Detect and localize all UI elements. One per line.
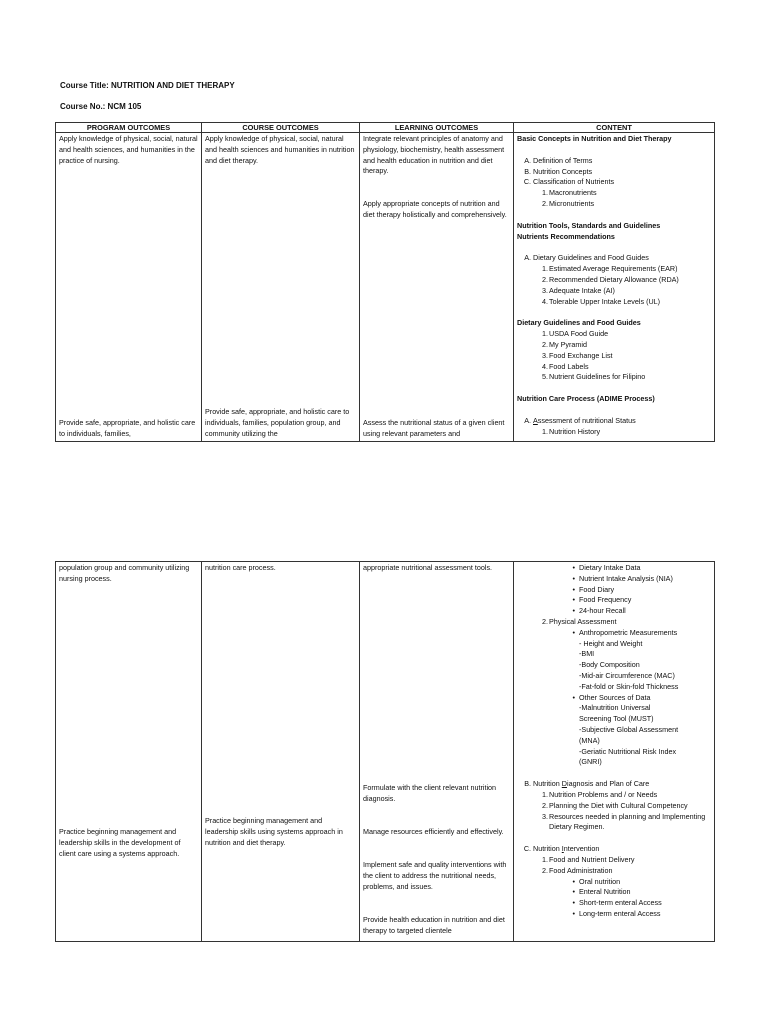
list-item: - Height and Weight — [579, 638, 643, 648]
list-item: 2. Micronutrients — [542, 198, 595, 208]
list-item: • Other Sources of Data — [572, 692, 651, 702]
list-item: 1. Food and Nutrient Delivery — [542, 854, 635, 864]
learning-outcome-3: Assess the nutritional status of a given client using relevant parameters and — [363, 418, 505, 438]
list-item: 4. Food Labels — [542, 361, 589, 371]
course-title: Course Title: NUTRITION AND DIET THERAPY — [60, 81, 235, 90]
list-item: -Malnutrition Universal — [579, 703, 651, 713]
course-outcomes-cell — [202, 562, 360, 942]
course-outcome-1: Apply knowledge of physical, social, natural and health sciences and humanities in nutrition and diet therapy. — [205, 134, 355, 165]
learning-outcome-continued: appropriate nutritional assessment tools. — [363, 563, 493, 572]
table-row — [56, 562, 715, 942]
list-item: • Long-term enteral Access — [572, 908, 661, 918]
list-item: C. Nutrition Intervention — [523, 844, 600, 854]
table-row — [56, 133, 715, 442]
header-course-outcomes: COURSE OUTCOMES — [202, 123, 360, 133]
header-program-outcomes: PROGRAM OUTCOMES — [56, 123, 202, 133]
list-item: 2. Food Administration — [542, 865, 613, 875]
program-outcome-continued: population group and community utilizing nursing process. — [59, 563, 190, 583]
content-heading: Basic Concepts in Nutrition and Diet Therapy — [517, 134, 672, 143]
list-item: 4. Tolerable Upper Intake Levels (UL) — [542, 296, 661, 306]
list-item: • 24-hour Recall — [572, 606, 626, 616]
list-item: B. Nutrition Diagnosis and Plan of Care — [524, 779, 650, 789]
list-item: • Enteral Nutrition — [572, 887, 631, 897]
program-outcomes-cell — [56, 562, 202, 942]
list-item: -BMI — [579, 649, 595, 659]
list-item: 1. Nutrition History — [542, 426, 601, 436]
list-item: • Food Frequency — [572, 595, 632, 605]
list-item: • Dietary Intake Data — [572, 563, 641, 572]
content-heading: Nutrients Recommendations — [517, 231, 615, 241]
list-item: 2. Recommended Dietary Allowance (RDA) — [542, 274, 679, 284]
table-header-row — [56, 123, 715, 133]
learning-outcomes-cell — [360, 133, 514, 442]
list-item: 3. Adequate Intake (AI) — [542, 285, 615, 295]
header-learning-outcomes: LEARNING OUTCOMES — [360, 123, 514, 133]
header-content: CONTENT — [514, 123, 715, 133]
list-item: • Nutrient Intake Analysis (NIA) — [572, 573, 673, 583]
course-outcome-3: Practice beginning management and leadership skills using systems approach in nutrition and diet therapy. — [205, 816, 343, 847]
list-item: -Subjective Global Assessment — [579, 724, 679, 734]
list-item: 1. USDA Food Guide — [542, 329, 609, 339]
list-item: 2. My Pyramid — [542, 339, 587, 349]
list-item: A. Definition of Terms — [524, 155, 593, 165]
list-item: -Fat-fold or Skin-fold Thickness — [579, 681, 679, 691]
list-item: 5. Nutrient Guidelines for Filipino — [542, 372, 646, 382]
content-cell — [514, 133, 715, 442]
list-item: • Oral nutrition — [572, 876, 621, 886]
list-item: • Short-term enteral Access — [572, 898, 662, 908]
learning-outcome-1: Integrate relevant principles of anatomy and physiology, biochemistry, health assessment and health education in nutrition and diet therapy. — [363, 134, 505, 176]
list-item: 1. Estimated Average Requirements (EAR) — [542, 264, 678, 274]
program-outcomes-cell — [56, 133, 202, 442]
list-item: • Anthropometric Measurements — [572, 627, 678, 637]
learning-outcome-4: Formulate with the client relevant nutrition diagnosis. — [363, 783, 497, 803]
program-outcome-3: Practice beginning management and leadership skills in the development of client care using a systems approach. — [59, 827, 181, 858]
learning-outcome-6: Implement safe and quality interventions with the client to address the nutritional needs, problems, and issues. — [363, 860, 507, 891]
course-number: Course No.: NCM 105 — [60, 102, 142, 111]
content-heading: Nutrition Care Process (ADIME Process) — [517, 394, 655, 404]
learning-outcome-2: Apply appropriate concepts of nutrition and diet therapy holistically and comprehensively. — [363, 199, 507, 219]
learning-outcome-5: Manage resources efficiently and effectively. — [363, 827, 504, 836]
learning-outcomes-cell — [360, 562, 514, 942]
list-item: 2. Physical Assessment — [542, 616, 617, 626]
learning-outcome-7: Provide health education in nutrition and diet therapy to targeted clientele — [363, 915, 505, 935]
list-item: (GNRI) — [579, 757, 602, 767]
list-item: 2. Planning the Diet with Cultural Competency — [542, 800, 688, 810]
list-item: • Food Diary — [572, 584, 615, 594]
syllabus-table-page-1 — [55, 122, 715, 442]
list-item: -Mid-air Circumference (MAC) — [579, 670, 675, 680]
program-outcome-2: Provide safe, appropriate, and holistic care to individuals, families, — [59, 418, 196, 438]
list-item: 3. Food Exchange List — [542, 350, 613, 360]
course-outcome-continued: nutrition care process. — [205, 563, 276, 572]
content-heading: Nutrition Tools, Standards and Guidelines — [517, 220, 661, 230]
course-outcomes-cell — [202, 133, 360, 442]
list-item: B. Nutrition Concepts — [524, 166, 593, 176]
list-item: A. Dietary Guidelines and Food Guides — [524, 253, 649, 263]
list-item: 1. Macronutrients — [542, 188, 597, 198]
list-item: Screening Tool (MUST) — [579, 714, 654, 724]
content-heading: Dietary Guidelines and Food Guides — [517, 318, 641, 328]
list-item: -Geriatic Nutritional Risk Index — [579, 746, 677, 756]
content-cell — [514, 562, 715, 942]
list-item: -Body Composition — [579, 660, 640, 670]
list-item: 3. Resources needed in planning and Implementing Dietary Regimen. — [542, 811, 706, 832]
list-item: (MNA) — [579, 735, 600, 745]
course-outcome-2: Provide safe, appropriate, and holistic care to individuals, families, population group, and community utilizing the — [205, 407, 350, 438]
syllabus-table-page-2 — [55, 561, 715, 942]
list-item: 1. Nutrition Problems and / or Needs — [542, 789, 658, 799]
program-outcome-1: Apply knowledge of physical, social, natural and health sciences, and humanities in the practice of nursing. — [59, 134, 198, 165]
list-item: A. Assessment of nutritional Status — [524, 415, 636, 425]
list-item: C. Classification of Nutrients — [523, 177, 615, 187]
